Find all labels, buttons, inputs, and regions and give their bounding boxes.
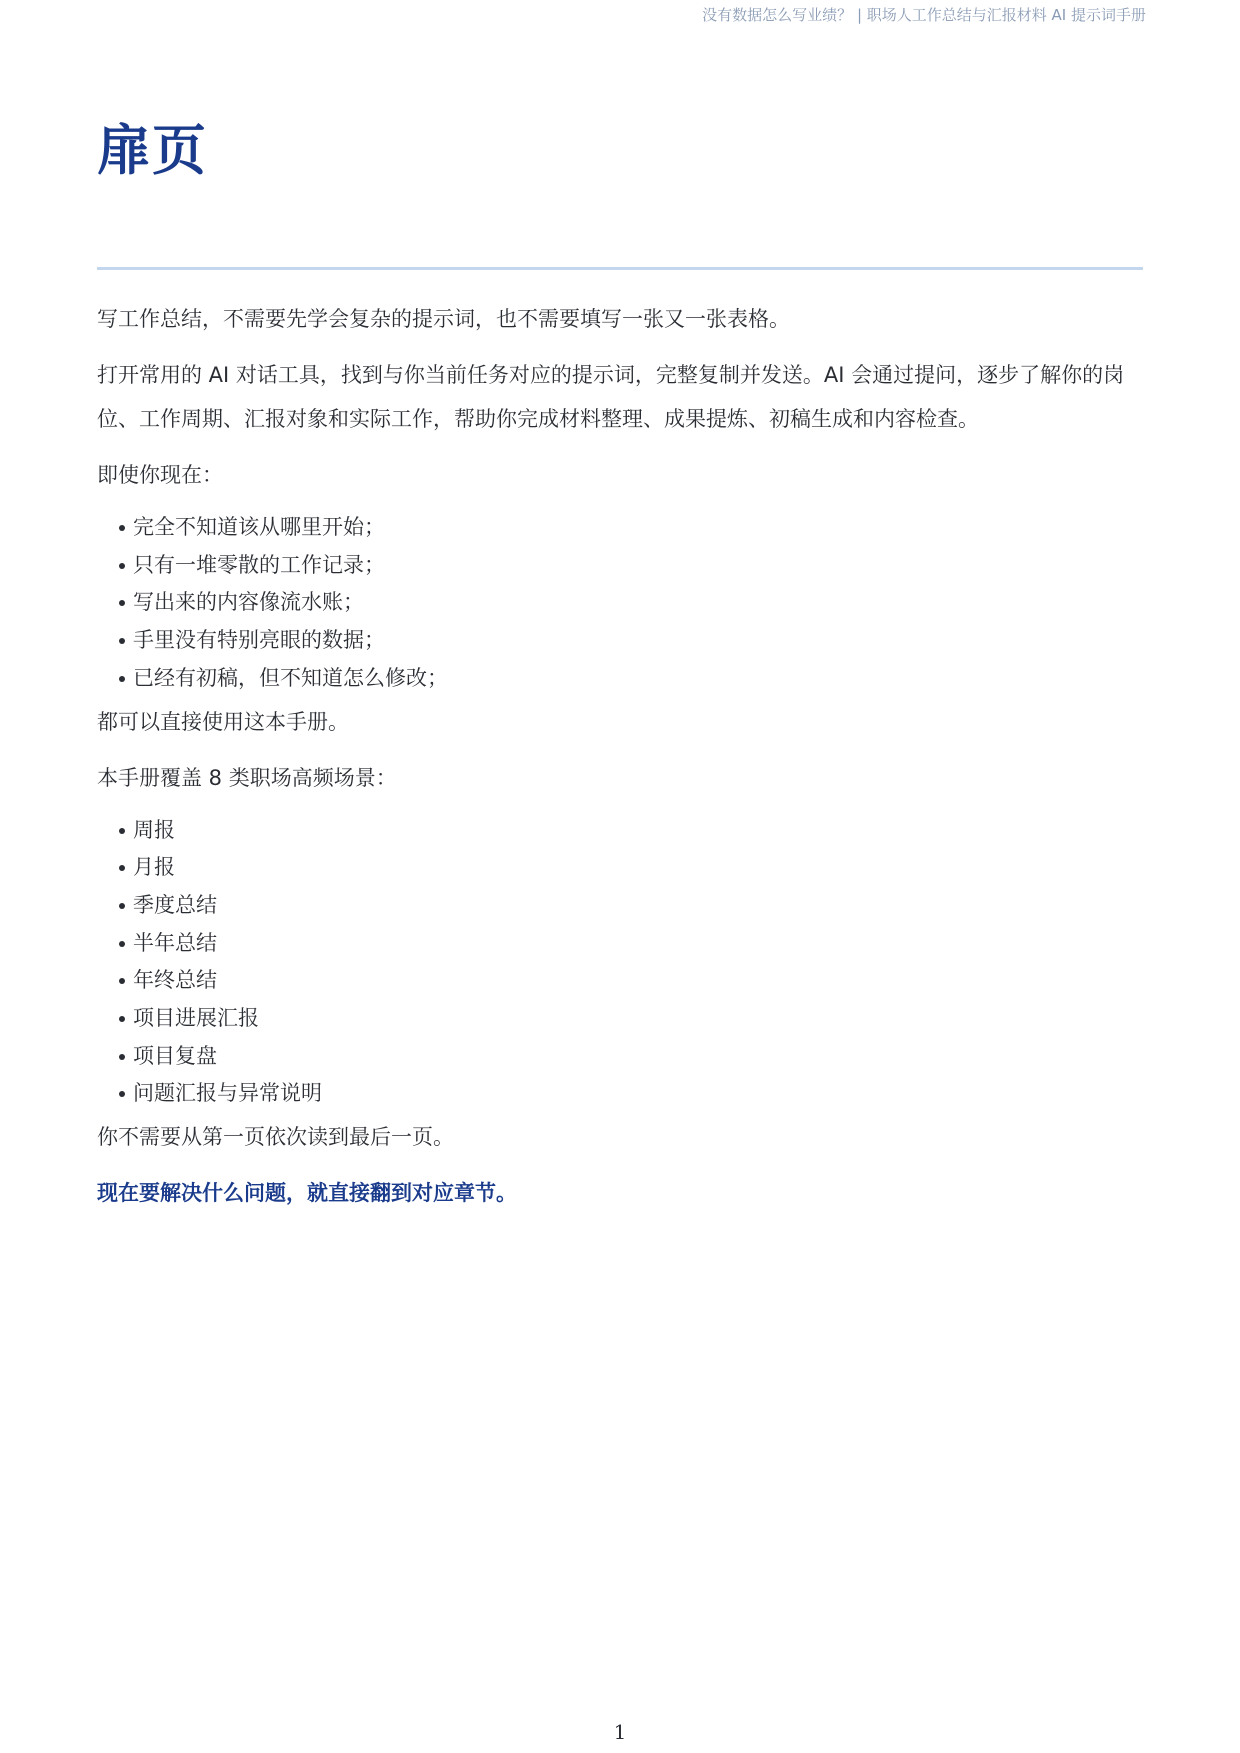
usage-paragraph: 打开常用的 AI 对话工具，找到与你当前任务对应的提示词，完整复制并发送。AI 会通过提问，逐步了解你的岗位、工作周期、汇报对象和实际工作，帮助你完成材料整理、成果提炼、初稿生成和内容检查。 [97,363,1125,431]
list-item: 完全不知道该从哪里开始； [119,509,1147,547]
list-item: 半年总结 [119,925,1147,963]
scenarios-lead: 本手册覆盖 8 类职场高频场景： [97,765,397,790]
list-item: 只有一堆零散的工作记录； [119,547,1147,585]
emphasis-statement: 现在要解决什么问题，就直接翻到对应章节。 [97,1181,517,1206]
list-item: 季度总结 [119,887,1147,925]
list-item: 手里没有特别亮眼的数据； [119,622,1147,660]
page-title: 扉页 [97,119,207,182]
title-divider [97,267,1143,270]
situations-list [97,509,1147,698]
list-item: 问题汇报与异常说明 [119,1075,1147,1113]
scenarios-list [97,812,1147,1114]
list-item: 项目复盘 [119,1038,1147,1076]
usage-conclusion: 都可以直接使用这本手册。 [97,709,349,734]
page-number: 1 [613,1720,627,1744]
page-body [97,297,1147,1227]
list-item: 年终总结 [119,962,1147,1000]
list-item: 项目进展汇报 [119,1000,1147,1038]
reading-tip: 你不需要从第一页依次读到最后一页。 [97,1125,454,1150]
list-item: 周报 [119,812,1147,850]
list-item: 写出来的内容像流水账； [119,584,1147,622]
intro-paragraph: 写工作总结，不需要先学会复杂的提示词，也不需要填写一张又一张表格。 [97,307,790,331]
running-header: 没有数据怎么写业绩？ | 职场人工作总结与汇报材料 AI 提示词手册 [702,6,1146,24]
situations-lead: 即使你现在： [97,463,223,487]
list-item: 已经有初稿，但不知道怎么修改； [119,660,1147,698]
list-item: 月报 [119,849,1147,887]
